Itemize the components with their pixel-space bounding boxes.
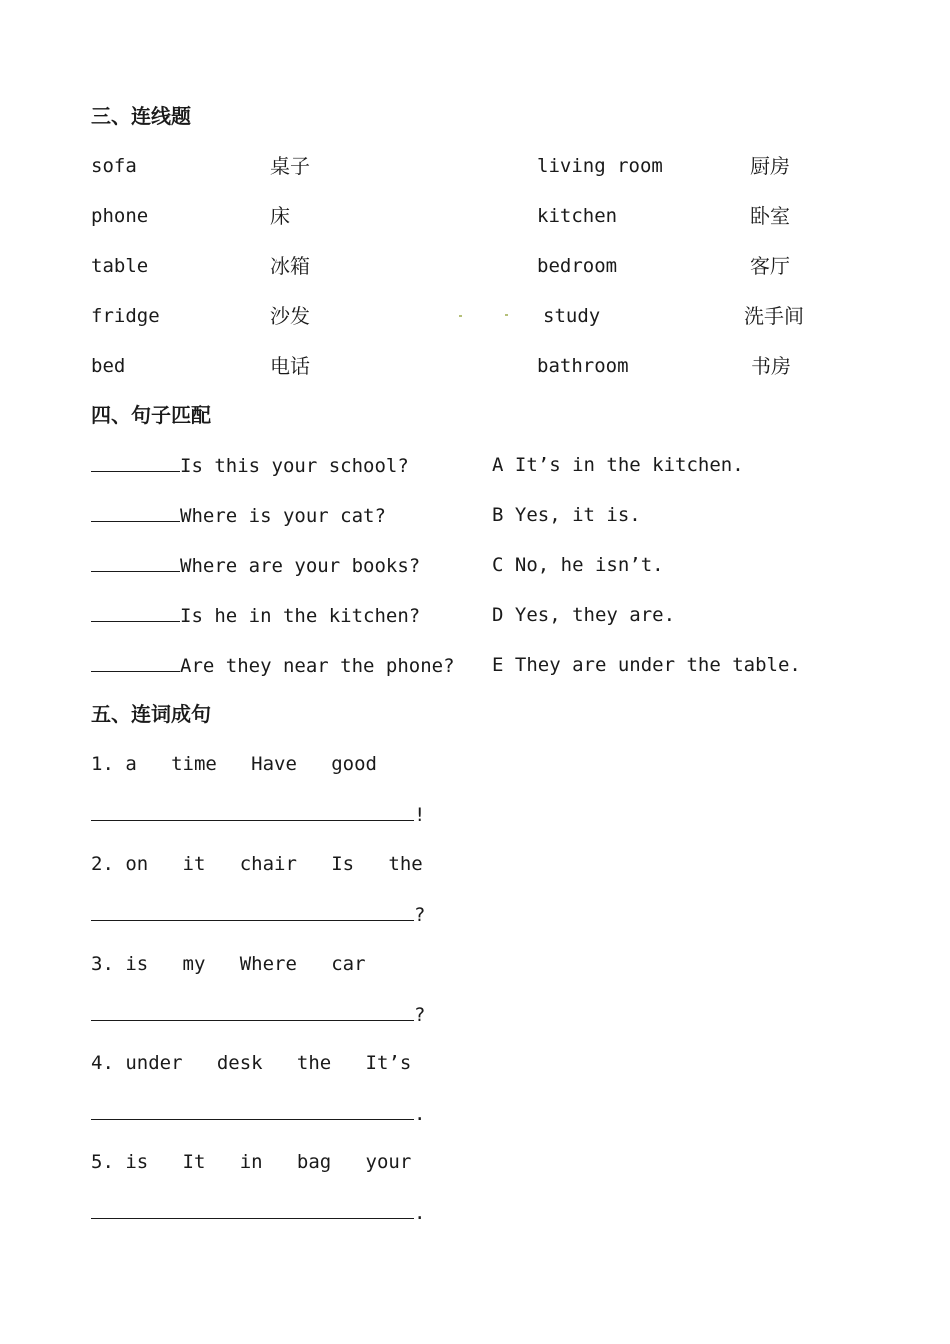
left-english-word: phone — [91, 205, 149, 227]
answer-option: C No, he isn’t. — [492, 554, 664, 576]
right-chinese-word: 厨房 — [750, 154, 790, 178]
left-chinese-word: 床 — [270, 204, 290, 228]
sentence-end-punctuation: ? — [414, 904, 426, 926]
left-english-word: table — [91, 255, 149, 277]
sentence-end-punctuation: ! — [414, 804, 426, 826]
print-speck — [505, 314, 508, 316]
question-text: Is this your school? — [180, 455, 409, 477]
answer-option: A It’s in the kitchen. — [492, 454, 744, 476]
right-english-word: bathroom — [537, 355, 629, 377]
sentence-blank[interactable] — [91, 1101, 414, 1120]
question-text: Where is your cat? — [180, 505, 386, 527]
right-chinese-word: 卧室 — [750, 204, 790, 228]
question-text: Are they near the phone? — [180, 655, 455, 677]
print-speck — [459, 315, 462, 317]
answer-option: D Yes, they are. — [492, 604, 676, 626]
section5-heading: 五、连词成句 — [91, 702, 211, 726]
sentence-blank[interactable] — [91, 1002, 414, 1021]
left-english-word: bed — [91, 355, 126, 377]
answer-blank[interactable] — [91, 653, 180, 672]
left-chinese-word: 冰箱 — [270, 254, 310, 278]
left-english-word: sofa — [91, 155, 137, 177]
right-chinese-word: 客厅 — [750, 254, 790, 278]
sentence-end-punctuation: . — [414, 1103, 426, 1125]
right-chinese-word: 洗手间 — [744, 304, 804, 328]
sentence-blank[interactable] — [91, 802, 414, 821]
sentence-answer-line — [91, 1200, 425, 1225]
sentence-answer-line — [91, 802, 425, 827]
sentence-end-punctuation: . — [414, 1202, 426, 1224]
answer-blank[interactable] — [91, 603, 180, 622]
sentence-blank[interactable] — [91, 902, 414, 921]
match-question-row — [91, 653, 455, 678]
sentence-answer-line — [91, 1101, 425, 1126]
scrambled-words: 5. is It in bag your — [91, 1151, 412, 1173]
match-question-row — [91, 603, 420, 628]
right-english-word: study — [543, 305, 601, 327]
section3-heading: 三、连线题 — [91, 104, 191, 128]
question-text: Is he in the kitchen? — [180, 605, 421, 627]
left-chinese-word: 桌子 — [270, 154, 310, 178]
answer-blank[interactable] — [91, 553, 180, 572]
question-text: Where are your books? — [180, 555, 421, 577]
sentence-answer-line — [91, 1002, 425, 1027]
scrambled-words: 1. a time Have good — [91, 753, 377, 775]
answer-blank[interactable] — [91, 453, 180, 472]
answer-blank[interactable] — [91, 503, 180, 522]
right-english-word: living room — [537, 155, 663, 177]
left-chinese-word: 电话 — [270, 354, 310, 378]
sentence-blank[interactable] — [91, 1200, 414, 1219]
answer-option: B Yes, it is. — [492, 504, 641, 526]
right-chinese-word: 书房 — [751, 354, 791, 378]
left-english-word: fridge — [91, 305, 160, 327]
scrambled-words: 2. on it chair Is the — [91, 853, 423, 875]
match-question-row — [91, 553, 420, 578]
sentence-answer-line — [91, 902, 425, 927]
scrambled-words: 4. under desk the It’s — [91, 1052, 412, 1074]
right-english-word: kitchen — [537, 205, 618, 227]
sentence-end-punctuation: ? — [414, 1004, 426, 1026]
answer-option: E They are under the table. — [492, 654, 801, 676]
scrambled-words: 3. is my Where car — [91, 953, 366, 975]
right-english-word: bedroom — [537, 255, 618, 277]
section4-heading: 四、句子匹配 — [91, 403, 211, 427]
left-chinese-word: 沙发 — [270, 304, 310, 328]
match-question-row — [91, 453, 409, 478]
match-question-row — [91, 503, 386, 528]
